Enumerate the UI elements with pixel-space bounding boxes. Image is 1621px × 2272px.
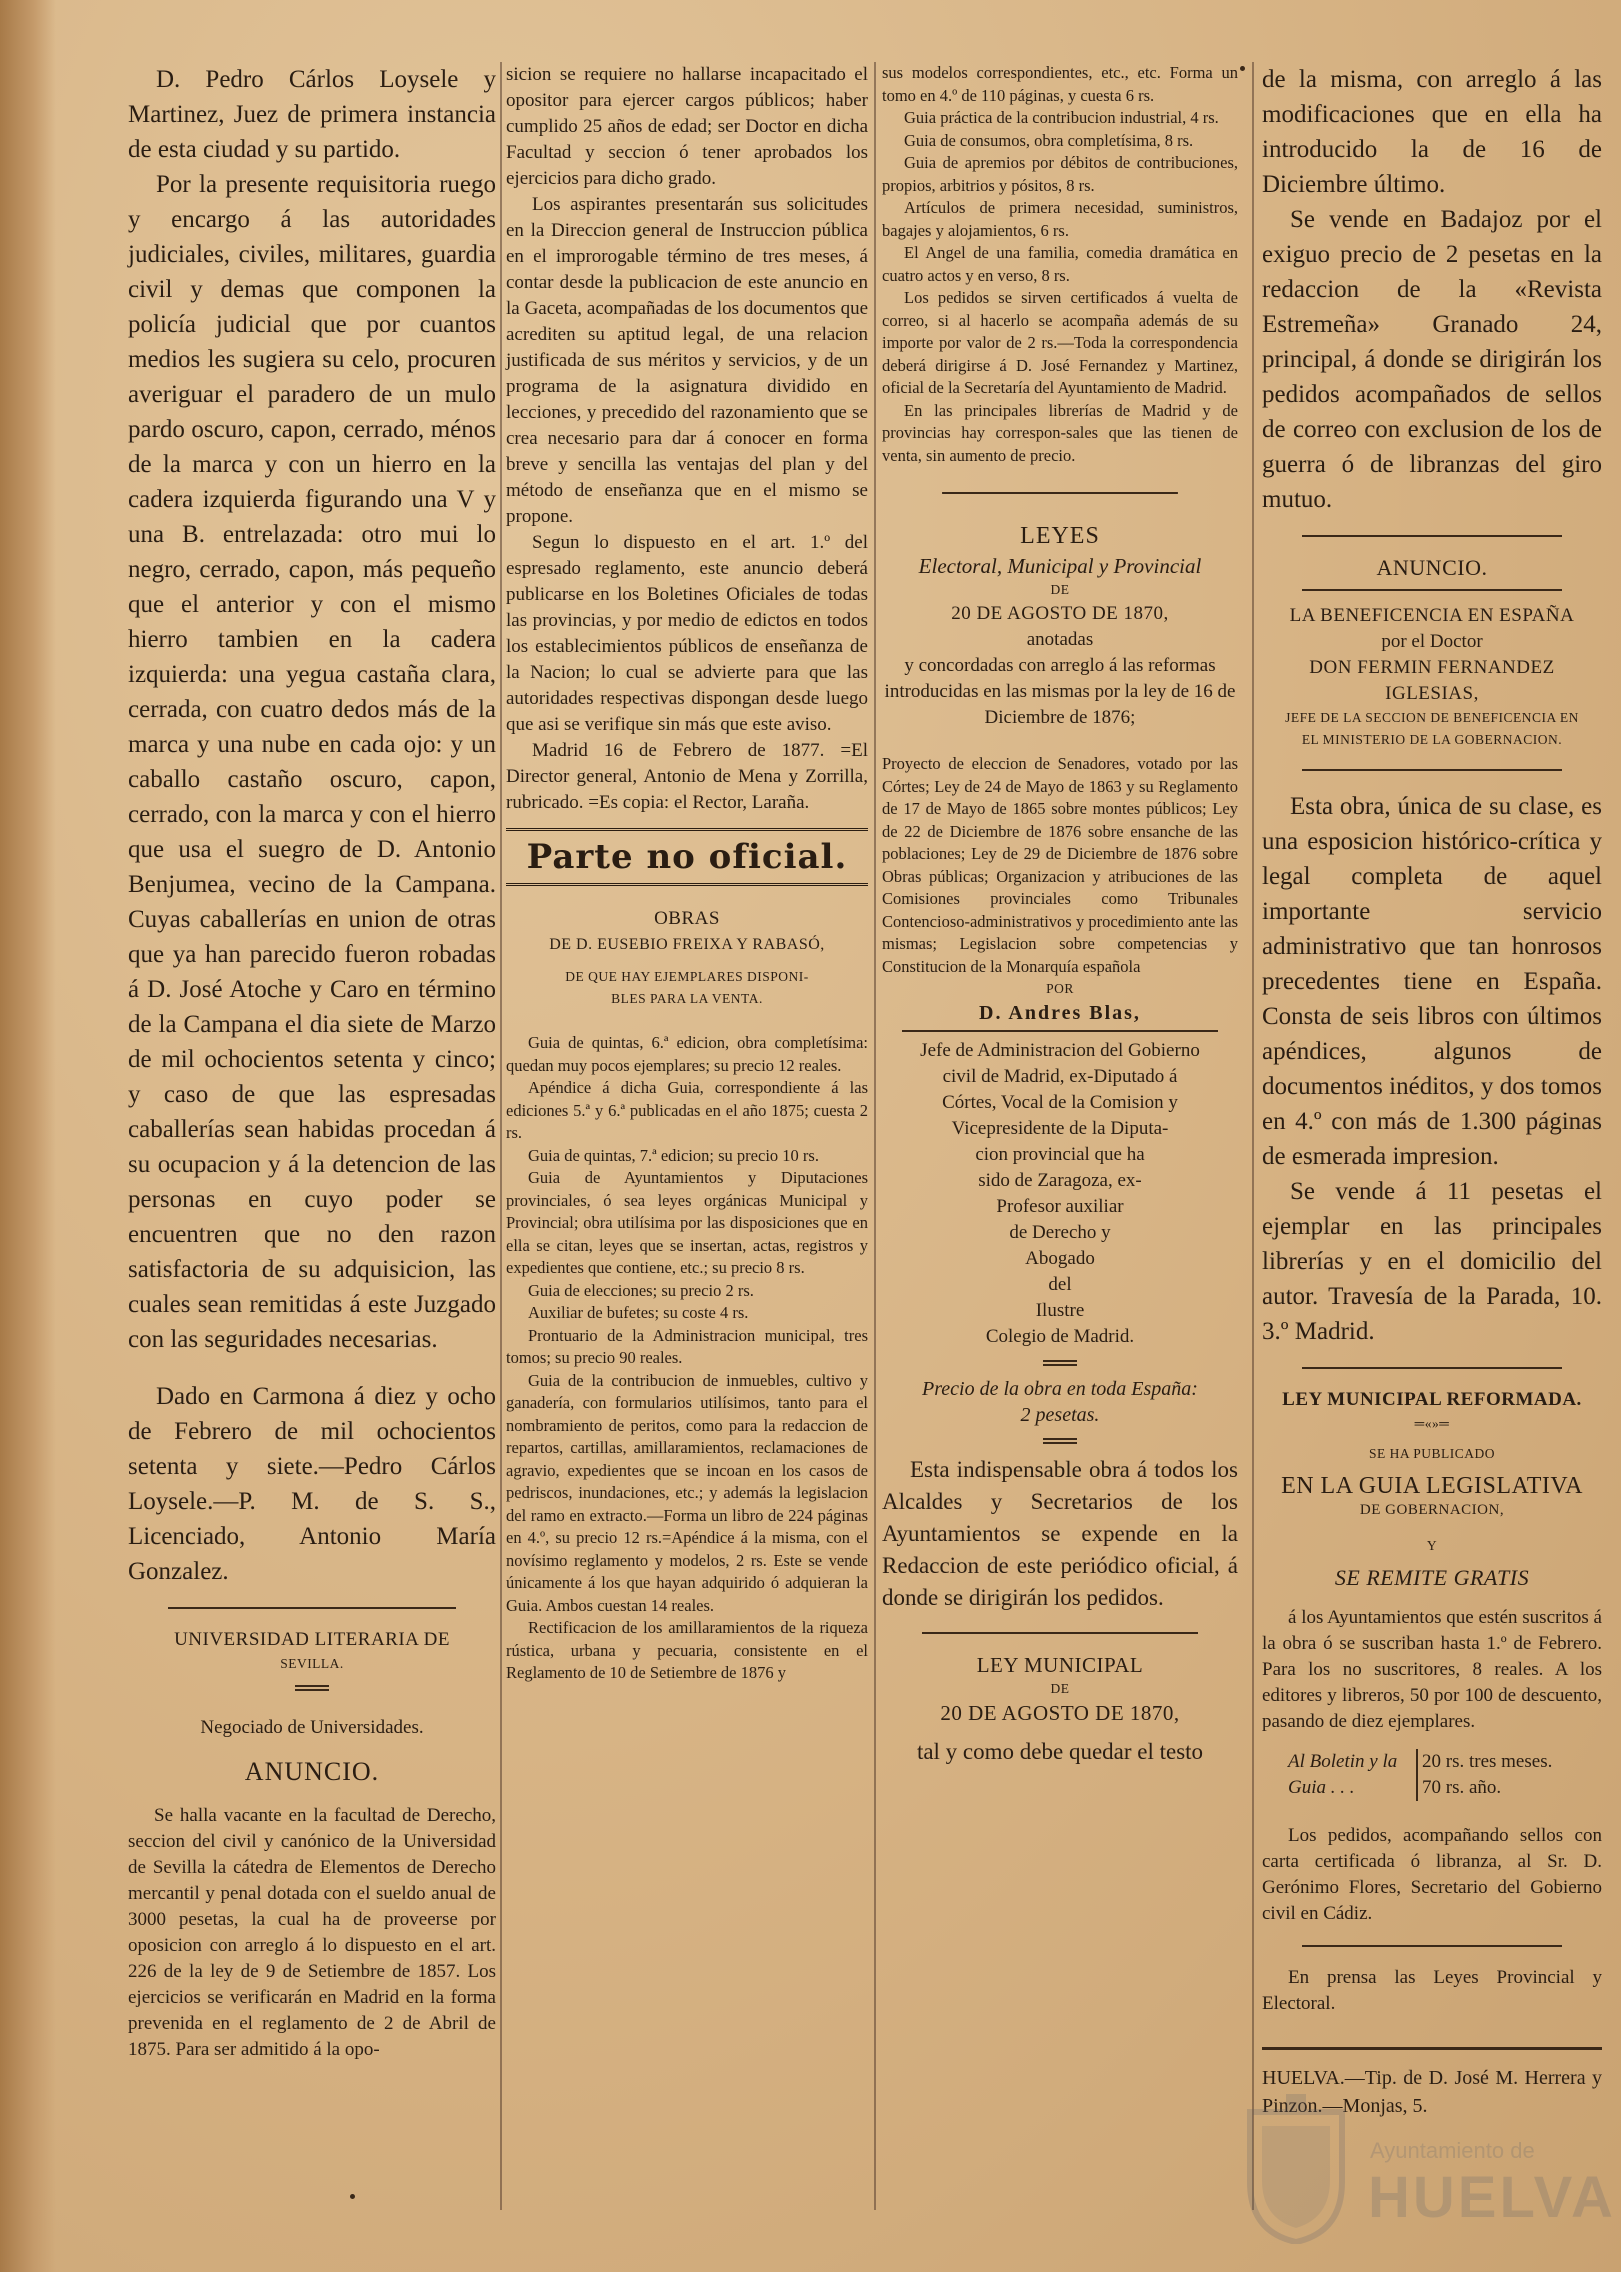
divider (1302, 769, 1562, 771)
price-label: Guia . . . (1288, 1777, 1355, 1798)
obra-description: Esta obra, única de su clase, es una esposicion histórico-crítica y legal completa de aquel importante servicio administrativo que tan honrosos precedentes tiene en España. Consta de seis libros con últimos apéndices, algunos de documentos inéditos, y dos tomos en 4.º con más de 1.300 páginas de esmerada impresion. (1262, 793, 1602, 1170)
stamp-line2: HUELVA (1368, 2165, 1616, 2230)
obra-item: Rectificacion de los amillaramientos de la riqueza rústica, urbana y pecuaria, consistente en el Reglamento de 10 de Setiembre de 1876 y (506, 1618, 868, 1682)
concordadas: y concordadas con arreglo á las reformas introducidas en las mismas por la ley de 16 de Diciembre de 1876; (884, 655, 1236, 728)
date-heading: 20 DE AGOSTO DE 1870, (951, 603, 1169, 624)
divider (1302, 535, 1562, 537)
divider (1302, 589, 1562, 591)
negociado: Negociado de Universidades. (200, 1717, 424, 1738)
leyes-subtitle: Electoral, Municipal y Provincial (918, 554, 1202, 578)
prensa-text: En prensa las Leyes Provincial y Electoral. (1262, 1967, 1602, 2014)
obra-item: Guia de elecciones; su precio 2 rs. (528, 1280, 754, 1300)
requisitoria-text: Por la presente requisitoria ruego y encargo á las autoridades judiciales, civiles, militares, guardia civil y demas que componen la policía judicial que por cuantos medios les sugiera su celo, procuren averiguar el paradero de un mulo pardo oscuro, capon, cerrado, ménos de la marca y con un hierro en la cadera izquierda figurando una V y una B. entrelazada: otro mui lo negro, cerrado, capon, más pequeño que el anterior y con el mismo hierro tambien en la cadera izquierda: una yegua castaña clara, cerrada, con cuatro dedos más de la marca y una nube en cada ojo: y un caballo castaño oscuro, capon, cerrado, con la marca y con el hierro que usa el suegro de D. Antonio Benjumea, vecino de la Campana. Cuyas caballerías en union de otras que ya han parecido fueron robadas á D. José Atoche y Caro en término de la Campana el dia siete de Marzo de mil ochocientos setenta y cinco; y caso de que las espresadas caballerías sean habidas procedan á su ocupacion y á la detencion de las personas en cuyo poder se encuentren que no den razon satisfactoria de su adquisicion, las cuales sean remitidas á este Juzgado con las seguridades necesarias. (128, 171, 496, 1353)
university-title: UNIVERSIDAD LITERARIA DE (174, 1629, 450, 1650)
price-value: 70 rs. año. (1416, 1775, 1501, 1801)
venta-text: Se vende á 11 pesetas el ejemplar en las principales librerías y en el domicilio del autor. Travesía de la Parada, 10. 3.º Madrid. (1262, 1178, 1602, 1345)
anuncio-heading: ANUNCIO. (244, 1757, 380, 1786)
beneficencia-title: LA BENEFICENCIA EN ESPAÑA (1289, 605, 1575, 626)
obra-item: sus modelos correspondientes, etc., etc. Forma un tomo en 4.º de 110 páginas, y cuesta 6 rs. (882, 63, 1238, 105)
author-name: D. Andres Blas, (979, 1002, 1141, 1024)
footer-rule (1262, 2047, 1602, 2050)
obra-item: Artículos de primera necesidad, suministros, bagajes y alojamientos, 6 rs. (882, 198, 1238, 240)
ink-spot (1240, 66, 1245, 71)
cargo-line: de Derecho y (1009, 1222, 1111, 1243)
column-rule (1252, 62, 1254, 2210)
obra-item: Guia de consumos, obra completísima, 8 rs. (904, 130, 1194, 150)
indispensable-text: Esta indispensable obra á todos los Alcaldes y Secretarios de los Ayuntamientos se expende en la Redaccion de este periódico oficial, á donde se dirigirán los pedidos. (882, 1457, 1238, 1610)
cargo-line: civil de Madrid, ex-Diputado á (942, 1066, 1178, 1087)
obra-item: Guia de quintas, 6.ª edicion, obra completísima: quedan muy pocos ejemplares; su precio 12 reales. (506, 1033, 868, 1075)
page-edge (0, 0, 56, 2272)
double-rule (295, 1685, 329, 1691)
cargo-line: Jefe de Administracion del Gobierno (920, 1040, 1200, 1061)
leyes-heading: LEYES (1020, 523, 1100, 549)
price-row (1262, 1775, 1602, 1801)
cargo-line: Ilustre (1035, 1300, 1085, 1321)
obra-item: Prontuario de la Administracion municipal, tres tomos; su precio 90 reales. (506, 1325, 868, 1367)
de-label: DE (1050, 1681, 1070, 1696)
publicado-label: SE HA PUBLICADO (1368, 1446, 1495, 1461)
badajoz-text: Se vende en Badajoz por el exiguo precio de 2 pesetas en la redaccion de la «Revista Estremeña» Granado 24, principal, á donde se dirigirán los pedidos acompañados de sellos de correo con exclusion de los de guerra ó de libranzas del giro mutuo. (1262, 206, 1602, 513)
obra-item: El Angel de una familia, comedia dramática en cuatro actos y en verso, 8 rs. (882, 243, 1238, 285)
ministerio-line: EL MINISTERIO DE LA GOBERNACION. (1301, 732, 1563, 747)
doctor-name: DON FERMIN FERNANDEZ IGLESIAS, (1309, 657, 1555, 704)
ley-reformada-heading: LEY MUNICIPAL REFORMADA. (1282, 1389, 1582, 1410)
divider (1302, 1367, 1562, 1369)
column-rule (874, 62, 876, 2210)
cargo-line: sido de Zaragoza, ex- (978, 1170, 1142, 1191)
proyecto-text: Proyecto de eleccion de Senadores, votado por las Córtes; Ley de 24 de Mayo de 1863 y su Reglamento de 17 de Mayo de 1865 sobre montes públicos; Ley de 22 de Diciembre de 1876 sobre ensanche de las poblaciones; Ley de 29 de Diciembre de 1876 sobre Obras públicas; Organizacion y atribuciones de las Comisiones provinciales como Tribunales Contencioso-administrativos y procedimiento ante las mismas; Legislacion sobre competencias y Constitucion de la Monarquía española (882, 754, 1238, 976)
cargo-line: Córtes, Vocal de la Comision y (942, 1092, 1178, 1113)
obra-item: Guia práctica de la contribucion industrial, 4 rs. (904, 108, 1219, 127)
tal-text: tal y como debe quedar el testo (916, 1739, 1204, 1764)
divider (1302, 1945, 1562, 1947)
pedidos-text: Los pedidos se sirven certificados á vuelta de correo, si al hacerlo se acompaña además de su importe por valor de 2 rs.—Toda la correspondencia deberá dirigirse á D. José Fernandez y Martinez, oficial de la Secretaría del Ayuntamiento de Madrid. (882, 288, 1238, 397)
suscripcion-text: á los Ayuntamientos que estén suscritos á la obra ó se suscriban hasta 1.º de Febrero. Para los no suscritores, 8 reales. A los editores y libreros, 50 por 100 de descuento, pasando de diez ejemplares. (1262, 1607, 1602, 1732)
anuncio-heading: ANUNCIO. (1376, 555, 1488, 580)
cargo-line: Abogado (1025, 1248, 1095, 1269)
obra-item: Apéndice á dicha Guia, correspondiente á las ediciones 5.ª y 6.ª publicadas en el año 1875; cuesta 2 rs. (506, 1078, 868, 1142)
cargo-line: Profesor auxiliar (996, 1196, 1124, 1217)
aspirantes-text: Los aspirantes presentarán sus solicitudes en la Direccion general de Instruccion pública en el improrogable término de tres meses, á contar desde la publicacion de este anuncio en la Gaceta, acompañadas de los documentos que acrediten su aptitud legal, de una relacion justificada de sus méritos y servicios, y de un programa de la asignatura dividido en lecciones, y precedido del razonamiento que se crea necesario para dar á conocer en forma breve y sencilla las ventajas del plan y del método de enseñanza que en el mismo se propone. (506, 194, 868, 527)
price-label: Al Boletin y la (1288, 1751, 1398, 1772)
cargo-line: del (1048, 1274, 1072, 1295)
obra-item: Auxiliar de bufetes; su coste 4 rs. (528, 1303, 749, 1322)
por-label: POR (1046, 981, 1074, 996)
obra-item: Guia de apremios por débitos de contribuciones, propios, arbitrios y pósitos, 8 rs. (882, 153, 1238, 195)
ley-continuation: de la misma, con arreglo á las modificaciones que en ella ha introducido la de 16 de Diciembre último. (1262, 66, 1602, 198)
signature-text: Dado en Carmona á diez y ocho de Febrero de mil ochocientos setenta y siete.—Pedro Cárlos Loysele.—P. M. de S. S., Licenciado, Antonio María Gonzalez. (128, 1383, 496, 1585)
price-value: 20 rs. tres meses. (1416, 1749, 1552, 1775)
obra-item: Guia de Ayuntamientos y Diputaciones provinciales, ó sea leyes orgánicas Municipal y Provincial; obra utilísima por las disposiciones que en ella se citan, leyes que se insertan, actas, registros y expedientes que contiene, etc.; su precio 8 rs. (506, 1168, 868, 1277)
guia-title: EN LA GUIA LEGISLATIVA (1281, 1473, 1583, 1499)
anotadas: anotadas (1026, 629, 1094, 650)
judge-heading: D. Pedro Cárlos Loysele y Martinez, Juez de primera instancia de esta ciudad y su partido. (128, 66, 496, 163)
imprenta-line: HUELVA.—Tip. de D. José M. Herrera y Pinzon.—Monjas, 5. (1262, 2067, 1602, 2117)
section-title: Parte no oficial. (506, 828, 868, 886)
crest-icon (1240, 2092, 1352, 2244)
remite-title: SE REMITE GRATIS (1334, 1565, 1530, 1590)
precio-value: 2 pesetas. (1020, 1404, 1100, 1426)
obras-heading: OBRAS (654, 908, 720, 929)
column-2 (506, 62, 868, 1685)
librerias-text: En las principales librerías de Madrid y de provincias hay correspon-sales que las tienen de venta, sin aumento de precio. (882, 400, 1238, 465)
divider (168, 1607, 456, 1609)
ink-spot (350, 2194, 355, 2199)
stamp-line1: Ayuntamiento de (1370, 2138, 1535, 2163)
university-city: SEVILLA. (280, 1656, 344, 1671)
ejemplares-line2: BLES PARA LA VENTA. (611, 991, 763, 1006)
cargo-line: Colegio de Madrid. (985, 1326, 1135, 1347)
vacancy-text: Se halla vacante en la facultad de Derecho, seccion del civil y canónico de la Universidad de Sevilla la cátedra de Elementos de Derecho mercantil y penal dotada con el sueldo anual de 3000 pesetas, la cual ha de proveerse por oposicion con arreglo á lo dispuesto en el art. 226 de la ley de 9 de Setiembre de 1857. Los ejercicios se verificarán en Madrid en la forma prevenida en el reglamento de 2 de Abril de 1875. Para ser admitido á la opo- (128, 1805, 496, 2060)
de-label: DE (1050, 582, 1070, 597)
date-heading: 20 DE AGOSTO DE 1870, (940, 1701, 1180, 1725)
ornament: ═«»═ (1414, 1416, 1450, 1431)
oposicion-text: sicion se requiere no hallarse incapacitado el opositor para ejercer cargos públicos; haber cumplido 25 años de edad; ser Doctor en dicha Facultad y seccion ó tener aprobados los ejercicios para dicho grado. (506, 64, 868, 189)
gobernacion-label: DE GOBERNACION, (1359, 1502, 1505, 1518)
ley-municipal-heading: LEY MUNICIPAL (976, 1653, 1144, 1677)
divider (902, 1030, 1218, 1032)
ejemplares-line1: DE QUE HAY EJEMPLARES DISPONI- (565, 969, 809, 984)
double-rule (1043, 1438, 1077, 1444)
column-rule (500, 62, 502, 2210)
double-rule (1043, 1360, 1077, 1366)
y-label: Y (1426, 1538, 1438, 1553)
madrid-signature: Madrid 16 de Febrero de 1877. =El Director general, Antonio de Mena y Zorrilla, rubricado. =Es copia: el Rector, Laraña. (506, 740, 868, 813)
obras-author: DE D. EUSEBIO FREIXA Y RABASÓ, (549, 936, 825, 953)
precio-label: Precio de la obra en toda España: (922, 1378, 1198, 1400)
obra-item: Guia de la contribucion de inmuebles, cultivo y ganadería, con formularios utilísimos, tanto para el nombramiento de peritos, como para la redaccion de repartos, cartillas, amillaramientos, reclamaciones de agravio, expedientes que se incoan en los casos de pedriscos, inundaciones, etc.; y además la legislacion del ramo en extracto.—Forma un libro de 224 páginas en 4.º, su precio 12 rs.=Apéndice á la misma, con el novísimo reglamento y modelos, 2 rs. Este se vende únicamente á los que hayan adquirido ó adquieran la Guia. Ambos cuestan 14 reales. (506, 1370, 868, 1615)
cargo-line: cion provincial que ha (975, 1144, 1145, 1165)
por-doctor: por el Doctor (1381, 631, 1483, 652)
column-3 (882, 62, 1238, 1769)
cargo-line: Vicepresidente de la Diputa- (951, 1118, 1169, 1139)
pedidos-text: Los pedidos, acompañando sellos con carta certificada ó libranza, al Sr. D. Gerónimo Flores, Secretario del Gobierno civil en Cádiz. (1262, 1825, 1602, 1924)
archive-stamp (1240, 2092, 1620, 2262)
jefe-line: JEFE DE LA SECCION DE BENEFICENCIA EN (1285, 710, 1579, 725)
reglamento-text: Segun lo dispuesto en el art. 1.º del espresado reglamento, este anuncio deberá publicarse en los Boletines Oficiales de todas las provincias, y por medio de edictos en todos los establecimientos públicos de enseñanza de la Nacion; lo cual se advierte para que las autoridades respectivas dispongan desde luego que asi se verifique sin más que este aviso. (506, 532, 868, 735)
column-1 (128, 62, 496, 2063)
price-row (1262, 1749, 1602, 1775)
obra-item: Guia de quintas, 7.ª edicion; su precio 10 rs. (528, 1145, 819, 1165)
ornament-rule (942, 489, 1178, 497)
divider (922, 1632, 1198, 1634)
column-4 (1262, 62, 1602, 2120)
